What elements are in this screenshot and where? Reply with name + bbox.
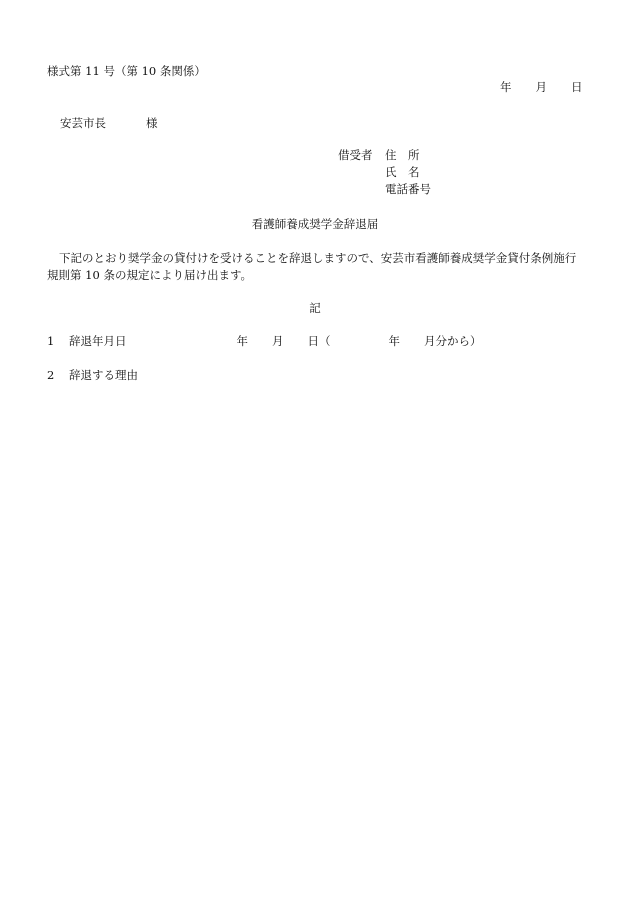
item-number: 2 [47, 368, 55, 382]
addressee-honorific: 様 [146, 116, 158, 130]
date-year: 年 [500, 80, 512, 94]
document-title: 看護師養成奨学金辞退届 [251, 217, 379, 231]
addressee-mayor: 安芸市長 [60, 116, 106, 130]
withdrawal-day: 日（ [307, 334, 331, 348]
item-number: 1 [47, 334, 55, 348]
withdrawal-year: 年 [236, 334, 248, 348]
item-label: 辞退年月日 [69, 334, 127, 348]
form-number: 様式第 11 号（第 10 条関係） [47, 64, 206, 78]
address-label: 住 所 [385, 148, 420, 162]
withdrawal-month: 月 [272, 334, 284, 348]
item-label: 辞退する理由 [69, 368, 138, 382]
from-month: 月分から） [424, 334, 482, 348]
phone-label: 電話番号 [385, 182, 431, 196]
item-withdrawal-reason [47, 370, 138, 382]
ki-heading: 記 [309, 301, 321, 315]
submission-date [500, 82, 583, 94]
item-withdrawal-date [47, 336, 482, 348]
body-paragraph: 下記のとおり奨学金の貸付けを受けることを辞退しますので、安芸市看護師養成奨学金貸付条例施行規則第 10 条の規定により届け出ます。 [47, 251, 577, 282]
name-label: 氏 名 [385, 165, 420, 179]
date-month: 月 [535, 80, 547, 94]
borrower-label: 借受者 [338, 148, 373, 162]
from-year: 年 [388, 334, 400, 348]
date-day: 日 [571, 80, 583, 94]
addressee [60, 118, 158, 130]
